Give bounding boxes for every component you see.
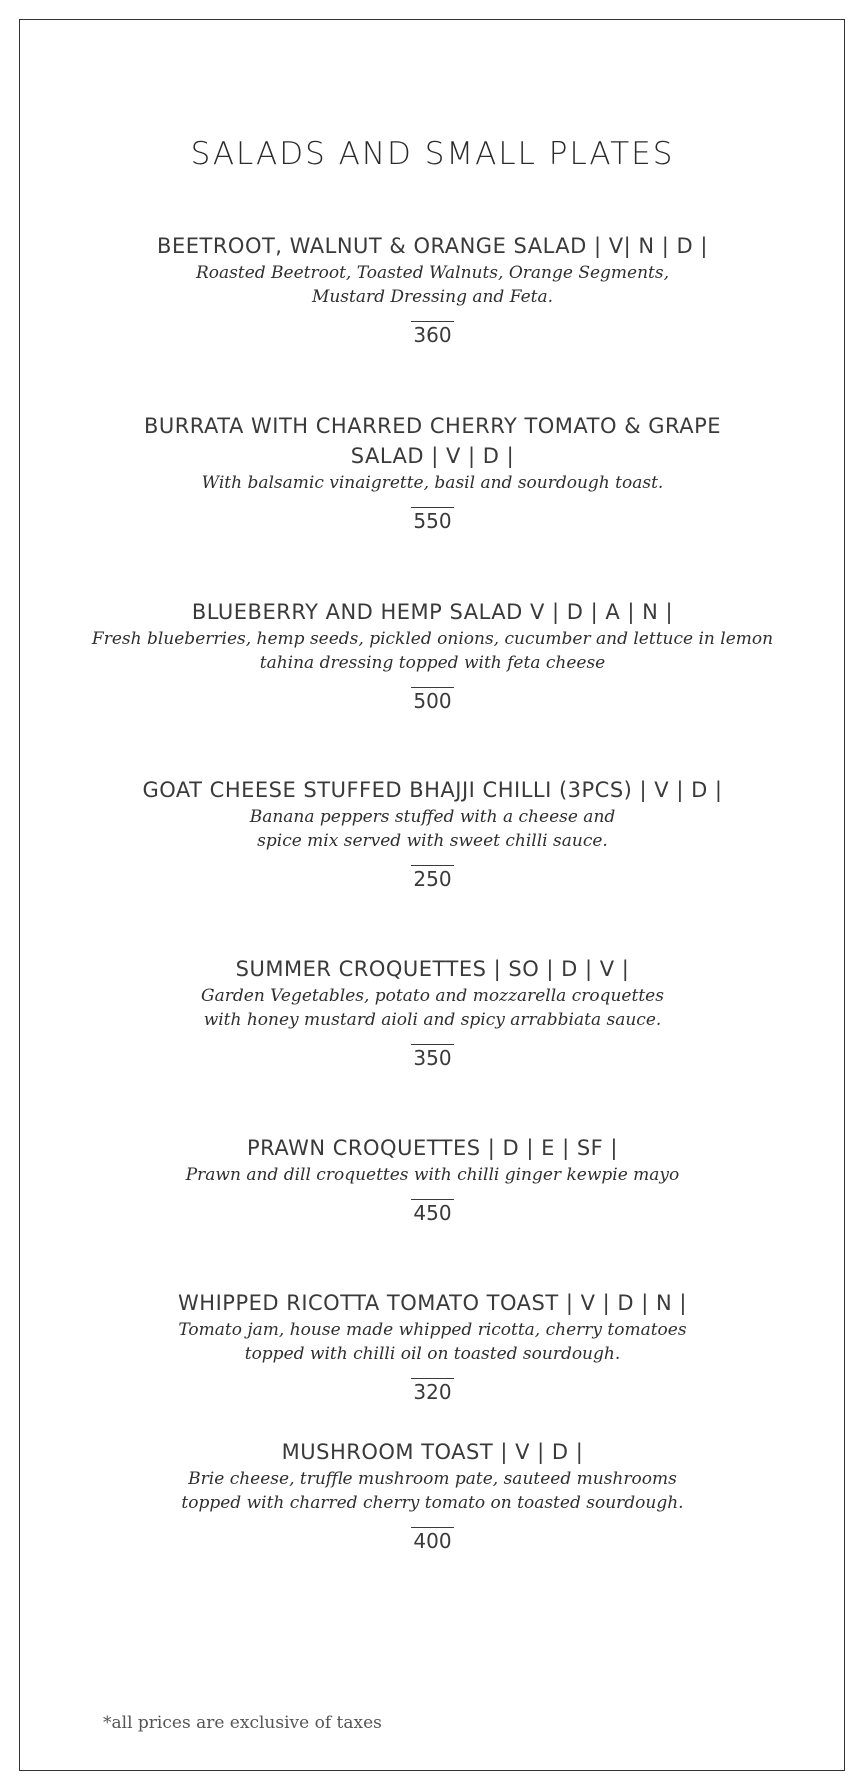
item-price: 550 [413,509,452,533]
menu-item [0,1437,865,1553]
item-description: Tomato jam, house made whipped ricotta, cherry tomatoes [178,1320,687,1340]
menu-item [0,411,865,533]
item-name: WHIPPED RICOTTA TOMATO TOAST | V | D | N | [178,1291,687,1315]
item-name: GOAT CHEESE STUFFED BHAJJI CHILLI (3PCS) | V | D | [142,778,723,802]
item-name: SUMMER CROQUETTES | SO | D | V | [235,957,630,981]
item-price: 450 [413,1201,452,1225]
item-description: topped with charred cherry tomato on toasted sourdough. [181,1493,684,1513]
item-description: with honey mustard aioli and spicy arrabbiata sauce. [203,1010,662,1030]
item-description: tahina dressing topped with feta cheese [259,653,606,673]
menu-item [0,597,865,713]
item-name: BEETROOT, WALNUT & ORANGE SALAD | V| N | D | [157,234,708,258]
item-price: 250 [413,867,452,891]
item-description: With balsamic vinaigrette, basil and sourdough toast. [201,473,664,493]
item-description: Garden Vegetables, potato and mozzarella croquettes [201,986,664,1006]
item-description: topped with chilli oil on toasted sourdough. [244,1344,621,1364]
item-price: 350 [413,1046,452,1070]
menu-title: SALADS AND SMALL PLATES [190,136,675,172]
item-description: Roasted Beetroot, Toasted Walnuts, Orange Segments, [195,263,670,283]
item-description: spice mix served with sweet chilli sauce. [257,831,608,851]
tax-footnote: *all prices are exclusive of taxes [103,1713,382,1733]
item-description: Mustard Dressing and Feta. [311,287,554,307]
item-price: 500 [413,689,452,713]
item-name: BLUEBERRY AND HEMP SALAD V | D | A | N | [191,600,674,624]
menu-item [0,775,865,891]
item-price: 320 [413,1380,452,1404]
menu-item [0,231,865,347]
item-description: Prawn and dill croquettes with chilli ginger kewpie mayo [185,1165,680,1185]
item-description: Banana peppers stuffed with a cheese and [249,807,616,827]
item-name: MUSHROOM TOAST | V | D | [281,1440,584,1464]
item-description: Fresh blueberries, hemp seeds, pickled onions, cucumber and lettuce in lemon [91,629,774,649]
menu-item [0,1133,865,1225]
item-name: PRAWN CROQUETTES | D | E | SF | [247,1136,618,1160]
item-price: 360 [413,323,452,347]
menu-item [0,954,865,1070]
item-description: Brie cheese, truffle mushroom pate, sauteed mushrooms [188,1469,677,1489]
item-name: BURRATA WITH CHARRED CHERRY TOMATO & GRAPE SALAD | V | D | [143,414,722,468]
menu-item [0,1288,865,1404]
item-price: 400 [413,1529,452,1553]
